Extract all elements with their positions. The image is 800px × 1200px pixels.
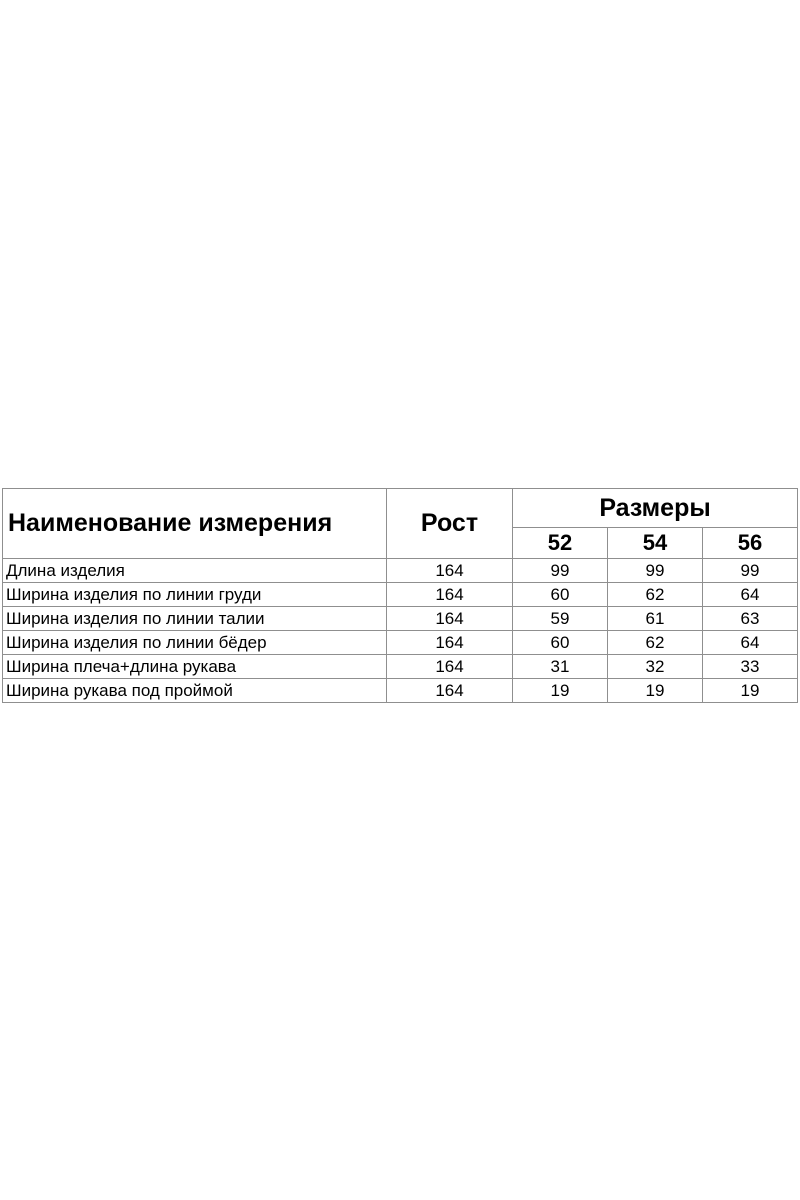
row-value-54: 19 (608, 679, 703, 703)
row-height: 164 (387, 679, 513, 703)
row-value-52: 60 (513, 583, 608, 607)
row-label: Ширина изделия по линии груди (3, 583, 387, 607)
row-height: 164 (387, 655, 513, 679)
table-row (3, 679, 798, 703)
row-value-54: 61 (608, 607, 703, 631)
row-value-56: 19 (703, 679, 798, 703)
measurement-name-header-text: Наименование измерения (8, 509, 333, 537)
height-header (387, 489, 513, 559)
table-row (3, 631, 798, 655)
row-label: Ширина рукава под проймой (3, 679, 387, 703)
row-value-54: 32 (608, 655, 703, 679)
row-label: Длина изделия (3, 559, 387, 583)
table-row (3, 559, 798, 583)
row-label: Ширина плеча+длина рукава (3, 655, 387, 679)
row-value-54: 62 (608, 631, 703, 655)
sizes-header-text: Размеры (599, 493, 711, 522)
size-chart-table (2, 488, 798, 703)
row-height: 164 (387, 607, 513, 631)
row-value-56: 64 (703, 631, 798, 655)
row-value-52: 59 (513, 607, 608, 631)
row-height: 164 (387, 559, 513, 583)
size-label-52: 52 (513, 528, 608, 559)
row-value-56: 63 (703, 607, 798, 631)
row-value-56: 99 (703, 559, 798, 583)
row-height: 164 (387, 631, 513, 655)
row-value-54: 62 (608, 583, 703, 607)
row-value-56: 64 (703, 583, 798, 607)
table-row (3, 655, 798, 679)
row-value-54: 99 (608, 559, 703, 583)
row-value-52: 60 (513, 631, 608, 655)
row-label: Ширина изделия по линии талии (3, 607, 387, 631)
measurement-name-header (3, 489, 387, 559)
sizes-header (513, 489, 798, 528)
size-label-54: 54 (608, 528, 703, 559)
row-value-52: 31 (513, 655, 608, 679)
height-header-text: Рост (420, 509, 479, 537)
table-row (3, 607, 798, 631)
row-value-52: 19 (513, 679, 608, 703)
header-row (3, 489, 798, 528)
row-label: Ширина изделия по линии бёдер (3, 631, 387, 655)
row-value-52: 99 (513, 559, 608, 583)
size-label-56: 56 (703, 528, 798, 559)
row-height: 164 (387, 583, 513, 607)
table-row (3, 583, 798, 607)
row-value-56: 33 (703, 655, 798, 679)
